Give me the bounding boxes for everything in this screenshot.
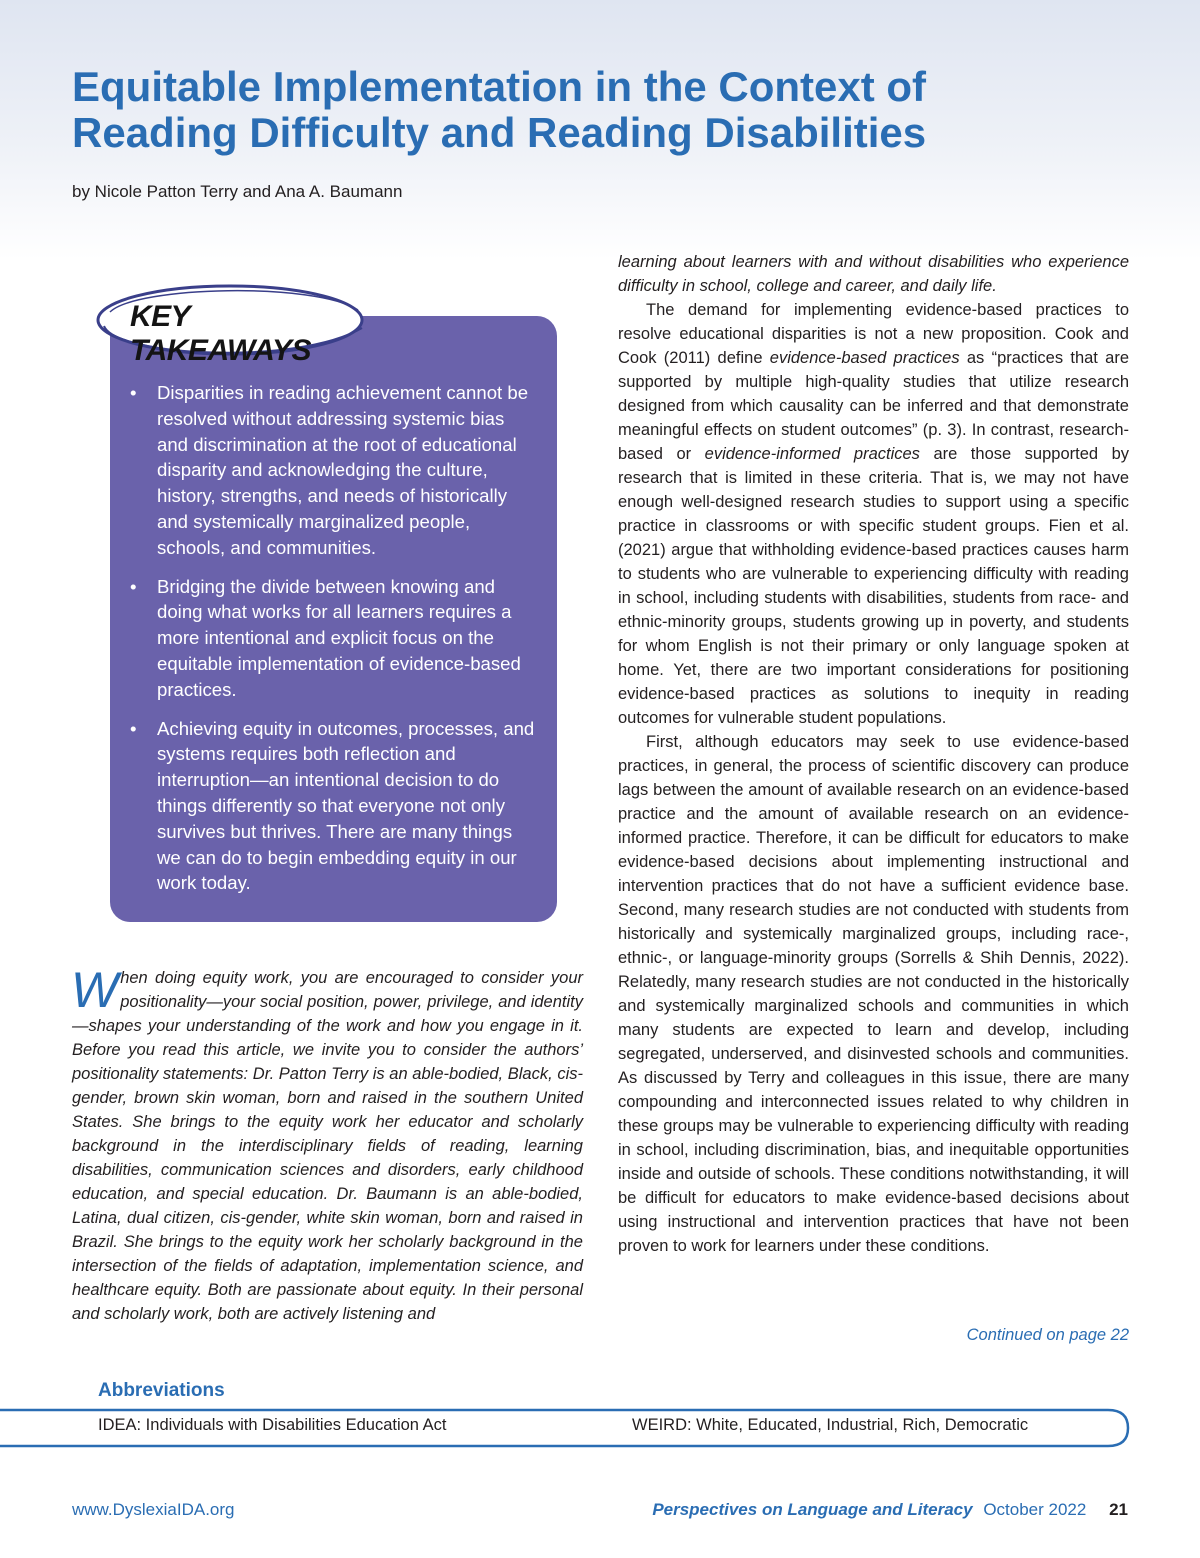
positionality-statement xyxy=(71,962,583,1326)
takeaway-item: • Achieving equity in outcomes, processes, and systems requires both reflection and interruption—an intentional decision to do things differently so that everyone not only survives but thrives. There are many things we can do to begin embedding equity in our work today. xyxy=(128,716,540,897)
key-takeaways-heading: KEY TAKEAWAYS xyxy=(130,300,312,367)
footer-url[interactable]: www.DyslexiaIDA.org xyxy=(72,1500,235,1519)
key-takeaways-badge xyxy=(96,282,366,367)
page-number: 21 xyxy=(1109,1500,1128,1519)
paragraph-evidence-based xyxy=(618,298,1129,730)
paragraph-continuation: learning about learners with and without disabilities who experience difficulty in school, college and career, and daily life. xyxy=(618,253,1129,295)
abbreviations-title: Abbreviations xyxy=(98,1380,225,1401)
article-title-line-2: Reading Difficulty and Reading Disabilities xyxy=(72,109,927,156)
continued-link[interactable]: Continued on page 22 xyxy=(966,1326,1129,1344)
abbreviation-idea: IDEA: Individuals with Disabilities Education Act xyxy=(98,1416,447,1434)
byline: by Nicole Patton Terry and Ana A. Baumann xyxy=(72,182,403,201)
abbreviation-weird: WEIRD: White, Educated, Industrial, Rich, Democratic xyxy=(632,1416,1029,1434)
paragraph-text: The demand for implementing evidence-based practices to resolve educational disparities is not a new proposition. Cook and Cook (2011) define xyxy=(618,301,1129,367)
term-evidence-informed: evidence-informed practices xyxy=(704,445,920,463)
footer-journal: Perspectives on Language and Literacy xyxy=(652,1500,973,1519)
term-evidence-based: evidence-based practices xyxy=(769,349,960,367)
takeaway-item: • Disparities in reading achievement cannot be resolved without addressing systemic bias and discrimination at the root of educational disparity and acknowledging the culture, history, strengths, and needs of historically and systemically marginalized people, schools, and communities. xyxy=(128,380,540,561)
key-takeaways-list xyxy=(128,380,540,909)
right-column xyxy=(618,250,1129,1258)
takeaway-item: • Bridging the divide between knowing and doing what works for all learners requires a more intentional and explicit focus on the equitable implementation of evidence-based practices. xyxy=(128,574,540,703)
paragraph-text: as “practices that are supported by multiple high-quality studies that utilize research designed from which causality can be inferred and that demonstrate meaningful effects on student outcomes” (p. 3). In contrast, research-based or xyxy=(618,349,1130,463)
paragraph-considerations: First, although educators may seek to use evidence-based practices, in general, the process of scientific discovery can produce lags between the amount of available research on an evidence-based practice and the amount of available research on an evidence-informed practice. Therefore, it can be difficult for educators to make evidence-based decisions about implementing instructional and intervention practices that do not have a sufficient evidence base. Second, many research studies are not conducted with students from historically and systemically marginalized groups, including race-, ethnic-, or language-minority groups (Sorrells & Shih Dennis, 2022). Relatedly, many research studies are not conducted in the historically and systemically marginalized schools and communities in which many students are expected to learn and develop, including segregated, underserved, and disinvested schools and communities. As discussed by Terry and colleagues in this issue, there are many compounding and interconnected issues related to why children in these groups may be vulnerable to experiencing difficulty with reading in school, including discrimination, bias, and inequitable opportunities inside and outside of schools. These conditions notwithstanding, it will be difficult for educators to make evidence-based decisions about using instructional and intervention practices that have not been proven to work for learners under these conditions. xyxy=(618,733,1129,1255)
drop-cap: W xyxy=(71,962,119,1018)
footer-publication xyxy=(652,1500,1128,1520)
footer-date: October 2022 xyxy=(983,1500,1087,1519)
paragraph-text: are those supported by research that is limited in these criteria. That is, we may not have enough well-designed research studies to support using a specific practice in classrooms or with specific student groups. Fien et al. (2021) argue that withholding evidence-based practices causes harm to students who are vulnerable to experiencing difficulty with reading in school, including students with disabilities, students from race- and ethnic-minority groups, students growing up in poverty, and students for whom English is not their primary or only language spoken at home. Yet, there are two important considerations for positioning evidence-based practices as solutions to inequity in reading outcomes for vulnerable student populations. xyxy=(618,445,1129,727)
positionality-text: hen doing equity work, you are encouraged to consider your positionality—your social position, power, privilege, and identity—shapes your understanding of the work and how you engage in it. Before you read this article, we invite you to consider the authors’ positionality statements: Dr. Patton Terry is an able-bodied, Black, cis-gender, brown skin woman, born and raised in the southern United States. She brings to the equity work her educator and scholarly background in the interdisciplinary fields of reading, learning disabilities, communication sciences and disorders, early childhood education, and special education. Dr. Baumann is an able-bodied, Latina, dual citizen, cis-gender, white skin woman, born and raised in Brazil. She brings to the equity work her scholarly background in the intersection of the fields of adaptation, implementation science, and healthcare equity. Both are passionate about equity. In their personal and scholarly work, both are actively listening and xyxy=(72,969,583,1323)
article-title-line-1: Equitable Implementation in the Context of xyxy=(72,63,927,110)
article-title xyxy=(72,64,1132,156)
